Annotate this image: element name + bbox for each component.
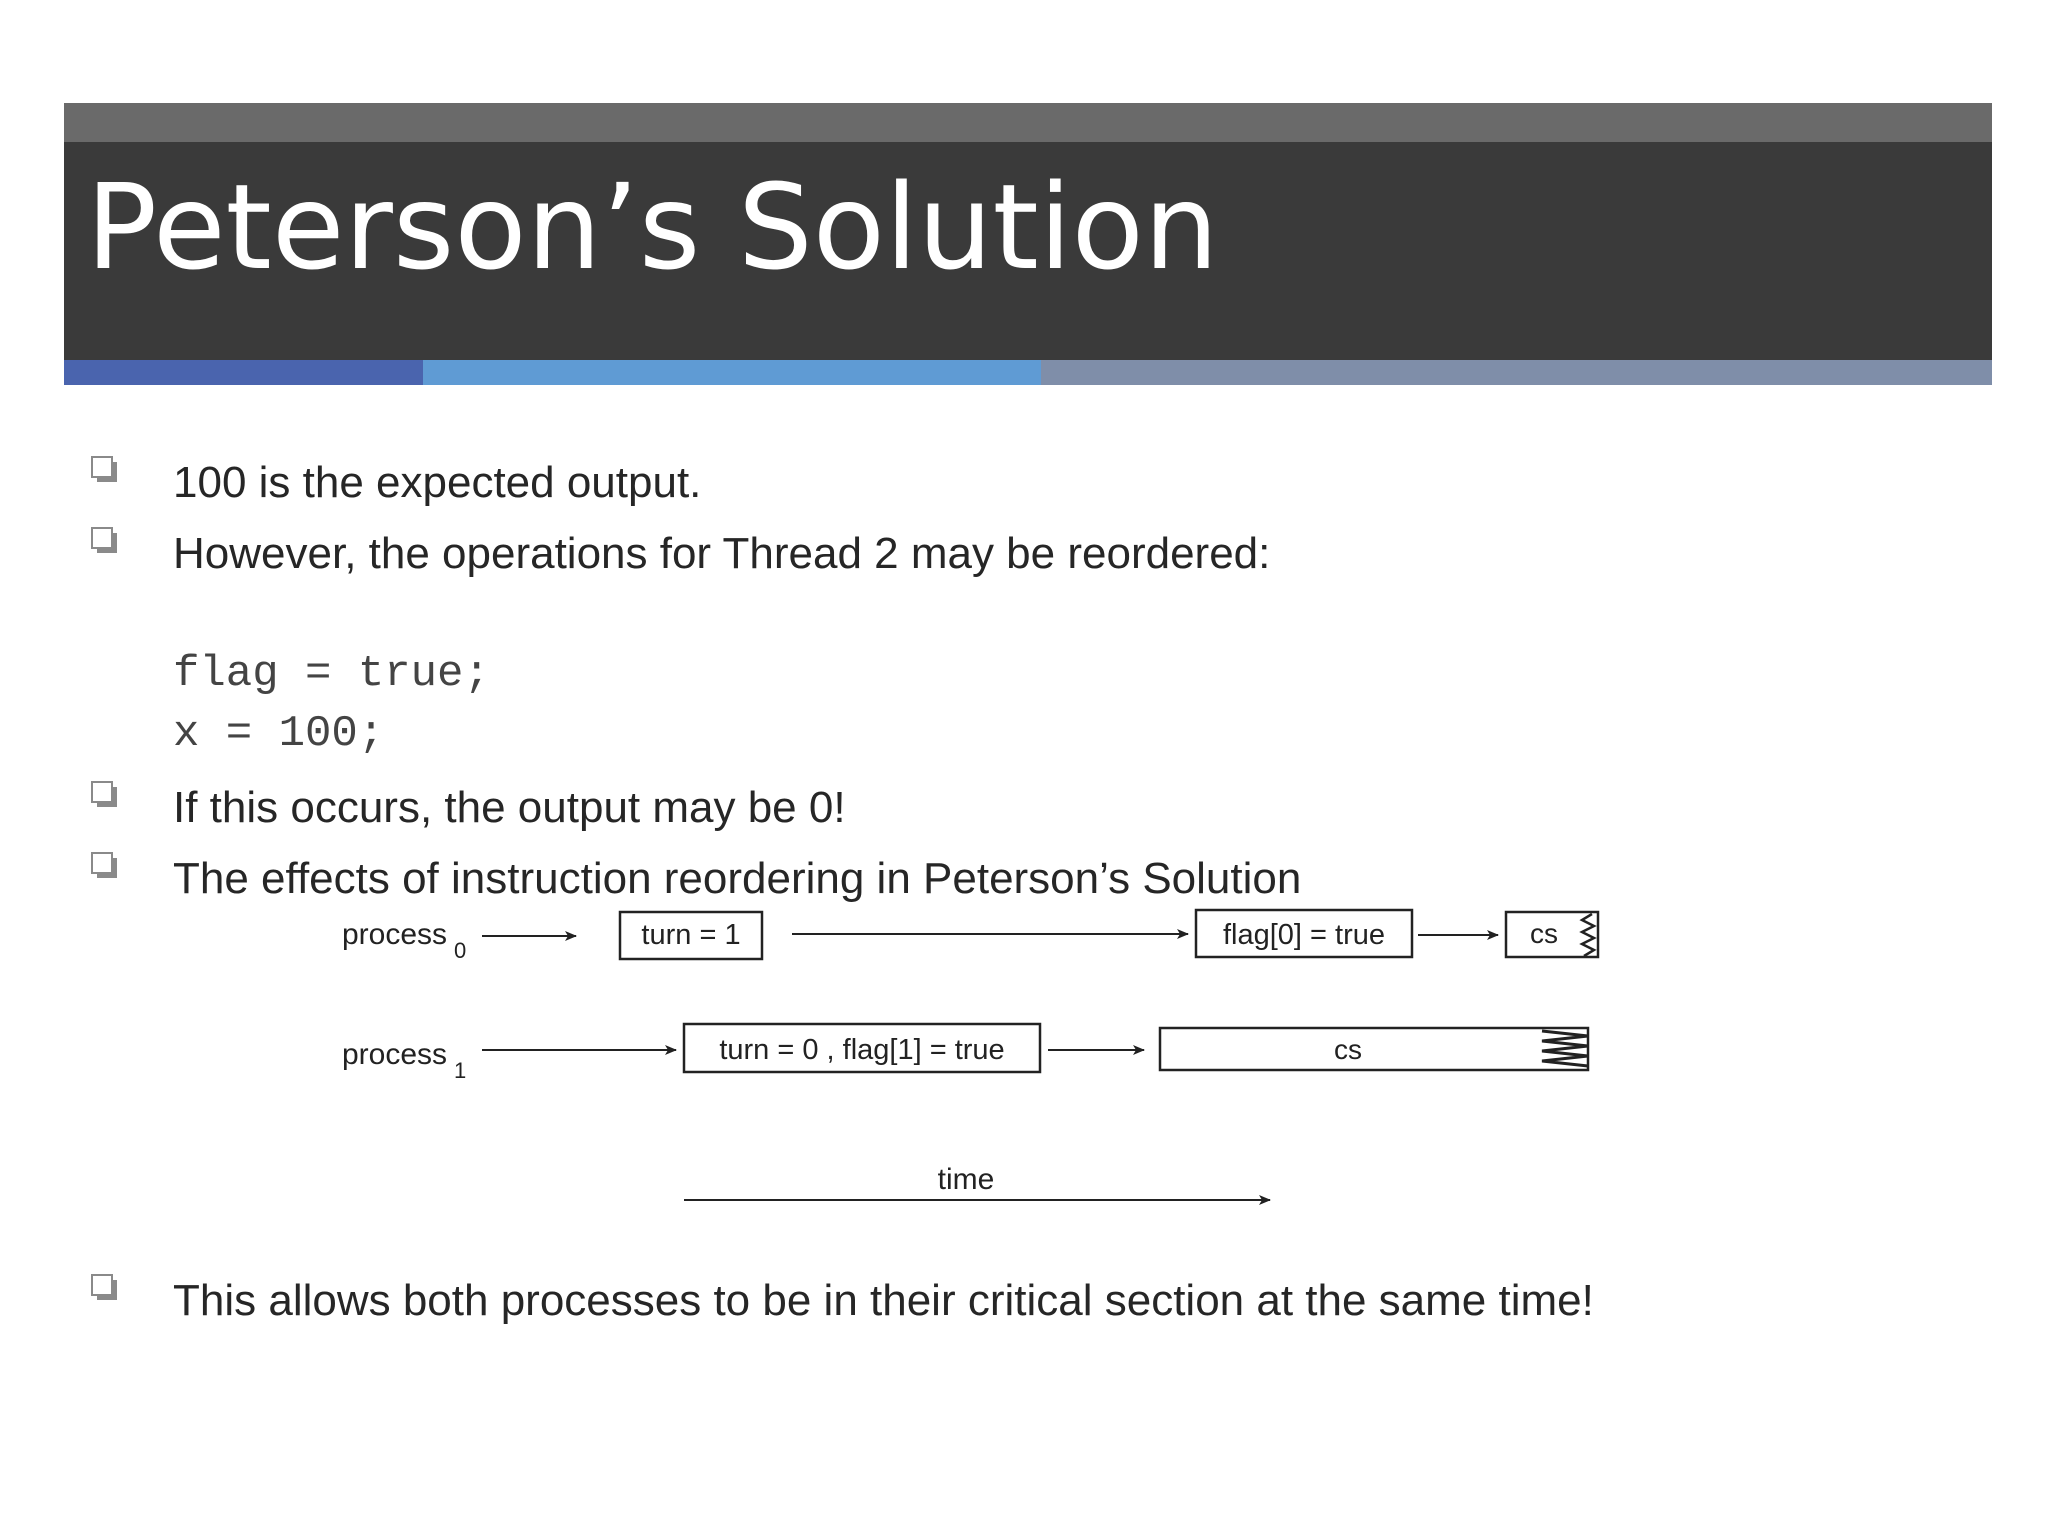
accent-stripe-2 [423,360,1041,385]
p1-turn-flag-label: turn = 0 , flag[1] = true [719,1034,1005,1066]
code-line-x: x = 100; [173,709,385,759]
bullet-reordered: However, the operations for Thread 2 may be reordered: [173,529,1271,578]
process0-label: process [342,918,448,951]
square-bullet-icon [91,456,119,484]
reordering-timeline-diagram [330,900,1630,1230]
square-bullet-icon [91,527,119,555]
accent-stripe-3 [1041,360,1992,385]
slide-title: Peterson’s Solution [86,158,1219,296]
bullet-both-critical: This allows both processes to be in their critical section at the same time! [173,1276,1594,1325]
square-bullet-icon [91,1274,119,1302]
process1-label: process [342,1038,448,1071]
bullet-effects: The effects of instruction reordering in Peterson’s Solution [173,854,1302,903]
p0-turn-label: turn = 1 [641,919,741,951]
title-band [64,103,1992,385]
process1-subscript: 1 [454,1058,467,1083]
accent-stripe-1 [64,360,423,385]
p0-cs-label: cs [1530,918,1558,949]
bullet-output-zero: If this occurs, the output may be 0! [173,783,846,832]
square-bullet-icon [91,852,119,880]
p0-flag-label: flag[0] = true [1222,919,1386,951]
p1-cs-label: cs [1334,1034,1362,1065]
title-band-top [64,103,1992,142]
bullet-expected-output: 100 is the expected output. [173,458,702,507]
p1-cs-box [1160,1028,1588,1070]
code-line-flag: flag = true; [173,649,490,699]
time-label: time [937,1163,995,1196]
square-bullet-icon [91,781,119,809]
process0-subscript: 0 [454,938,467,963]
title-accent-stripes [64,360,1992,385]
